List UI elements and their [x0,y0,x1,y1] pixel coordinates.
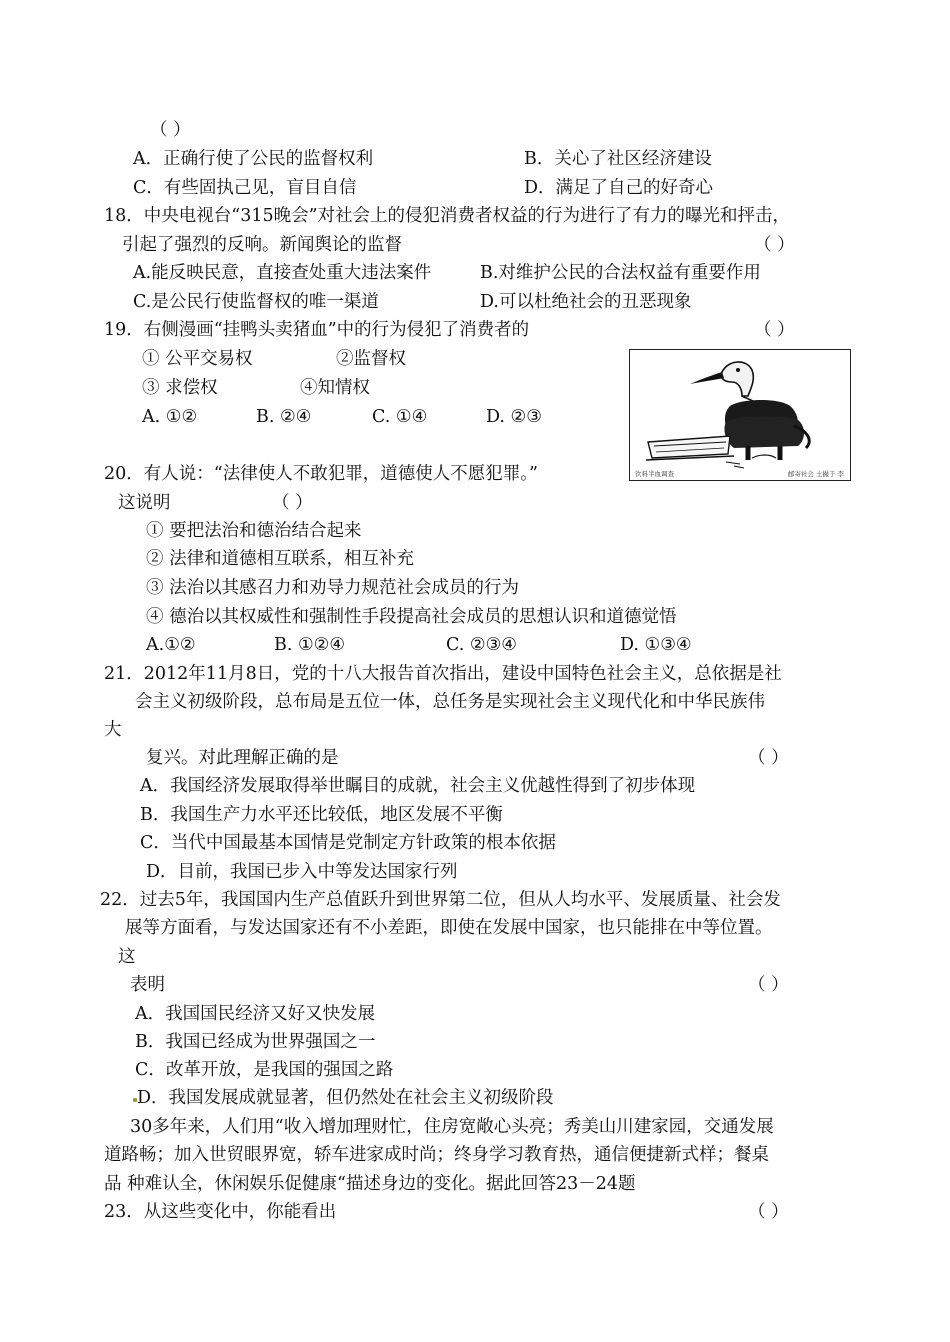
option-d: D. ②③ [486,407,542,427]
cartoon-caption-right: 邮寄社会 土撮于 李 [787,470,844,478]
question-19: 19．右侧漫画“挂鸭头卖猪血”中的行为侵犯了消费者的 [104,320,530,340]
answer-blank: （ ） [748,1202,789,1222]
item-4: ④知情权 [300,378,370,398]
answer-blank: （ ） [748,748,789,768]
question-21-cont: 大 [104,720,122,740]
question-18-cont: 引起了强烈的反响。新闻舆论的监督 [122,235,402,255]
option-c: C．有些固执己见，盲目自信 [133,178,357,198]
option-a: A．正确行使了公民的监督权利 [133,149,374,169]
passage-cont: 品 种难认全，休闲娱乐促健康“描述身边的变化。据此回答23－24题 [104,1174,636,1194]
question-22-cont: 这 [118,947,136,967]
item-1: ① 公平交易权 [142,349,253,369]
item-4: ④ 德治以其权威性和强制性手段提高社会成员的思想认识和道德觉悟 [146,607,677,627]
option-d: D．目前，我国已步入中等发达国家行列 [146,862,458,882]
cartoon-caption-left: 饮料半血调查 [635,470,674,478]
item-2: ② 法律和道德相互联系，相互补充 [146,549,415,569]
question-21-cont: 会主义初级阶段，总布局是五位一体，总任务是实现社会主义现代化和中华民族伟 [135,692,765,712]
item-2: ②监督权 [336,349,406,369]
question-18: 18．中央电视台“315晚会”对社会上的侵犯消费者权益的行为进行了有力的曝光和抨击， [104,206,791,226]
question-22: 22．过去5年，我国国内生产总值跃升到世界第二位，但从人均水平、发展质量、社会发 [100,890,781,910]
option-b: B．我国生产力水平还比较低，地区发展不平衡 [140,805,503,825]
question-22-cont: 展等方面看，与发达国家还有不小差距，即使在发展中国家，也只能排在中等位置。 [125,918,773,938]
item-3: ③ 求偿权 [142,378,218,398]
option-c: C.是公民行使监督权的唯一渠道 [133,292,379,312]
option-b: B. ②④ [256,407,312,427]
question-21-cont: 复兴。对此理解正确的是 [146,748,339,768]
question-21: 21．2012年11月8日，党的十八大报告首次指出，建设中国特色社会主义，总依据是社 [104,664,782,684]
option-d: D. ①③④ [620,635,692,655]
passage-cont: 道路畅；加入世贸眼界宽，轿车进家成时尚；终身学习教育热，通信便捷新式样；餐桌 [104,1145,769,1165]
option-c: C．当代中国最基本国情是党制定方针政策的根本依据 [140,833,556,853]
option-d: D.可以杜绝社会的丑恶现象 [480,292,692,312]
option-a: A．我国国民经济又好又快发展 [135,1004,376,1024]
option-d: D．我国发展成就显著，但仍然处在社会主义初级阶段 [137,1088,554,1108]
cartoon-image [629,349,851,481]
option-d: D．满足了自己的好奇心 [524,178,714,198]
question-22-cont: 表明 [130,975,165,995]
question-20-cont: 这说明 [118,493,171,513]
option-c: C. ②③④ [446,635,517,655]
answer-blank: （ ） [150,120,191,140]
option-c: C. ①④ [372,407,428,427]
option-b: B.对维护公民的合法权益有重要作用 [480,263,761,283]
answer-blank: （ ） [748,975,789,995]
option-a: A.能反映民意，直接查处重大违法案件 [133,263,432,283]
passage: 30多年来，人们用“收入增加理财忙，住房宽敞心头亮；秀美山川建家园，交通发展 [130,1117,774,1137]
answer-blank: （ ） [754,320,795,340]
answer-blank: （ ） [754,235,795,255]
cartoon-illustration [630,350,851,481]
answer-blank: （ ） [272,493,313,513]
option-c: C．改革开放，是我国的强国之路 [135,1060,394,1080]
option-a: A.①② [146,635,196,655]
item-3: ③ 法治以其感召力和劝导力规范社会成员的行为 [146,578,520,598]
item-1: ① 要把法治和德治结合起来 [146,521,362,541]
question-23: 23．从这些变化中，你能看出 [104,1202,337,1222]
option-a: A. ①② [142,407,198,427]
option-b: B．我国已经成为世界强国之一 [135,1032,376,1052]
question-20: 20．有人说：“法律使人不敢犯罪，道德使人不愿犯罪。” [104,464,538,484]
option-b: B．关心了社区经济建设 [524,149,712,169]
option-a: A．我国经济发展取得举世瞩目的成就，社会主义优越性得到了初步体现 [140,776,696,796]
option-b: B. ①②④ [274,635,346,655]
